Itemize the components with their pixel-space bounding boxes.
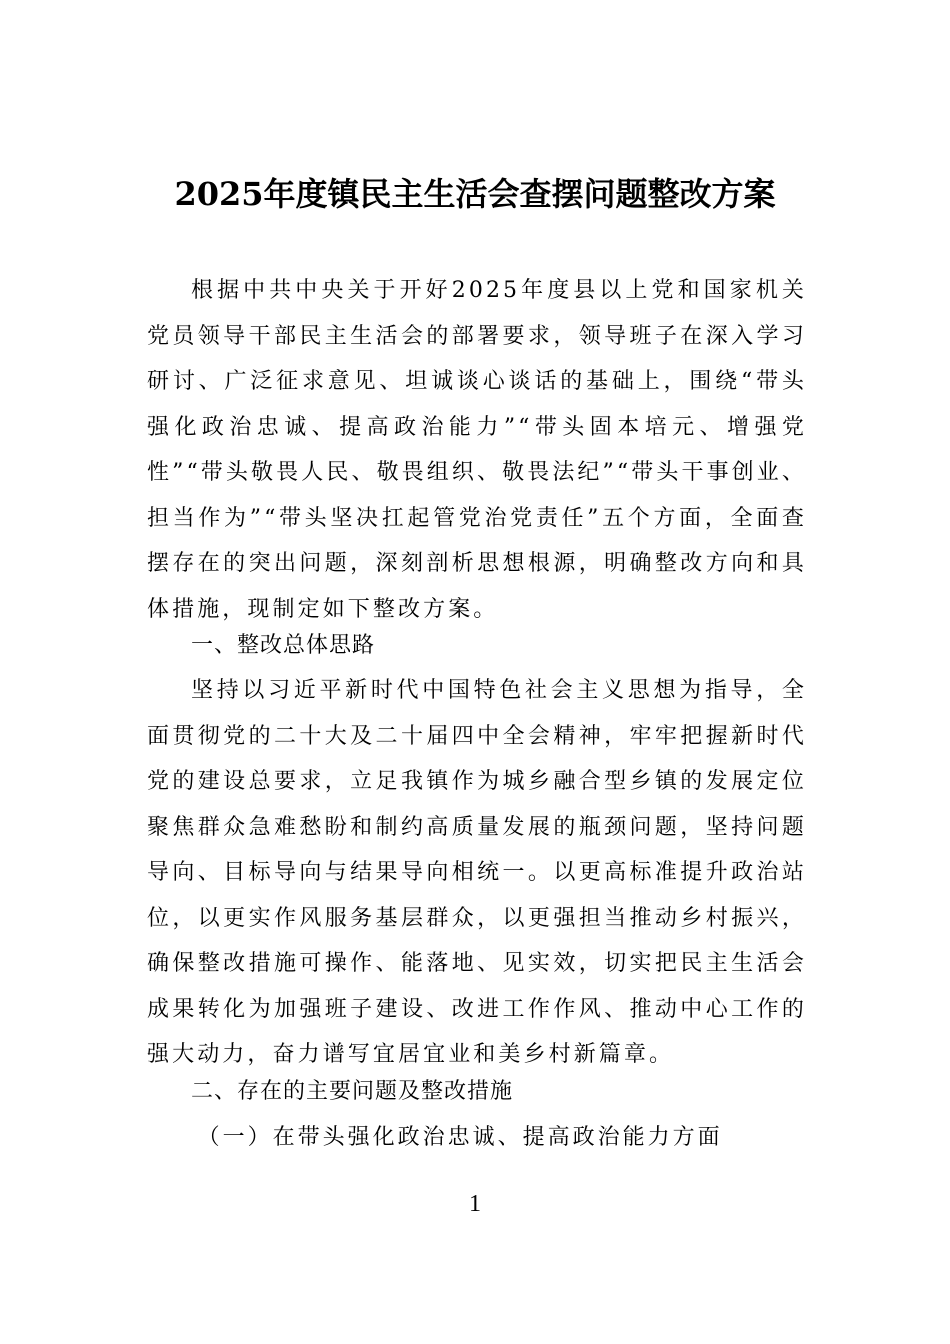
section-heading-main-problems: 二、存在的主要问题及整改措施: [191, 1079, 514, 1104]
overall-approach-paragraph: 坚持以习近平新时代中国特色社会主义思想为指导，全面贯彻党的二十大及二十届四中全会精神，牢牢把握新时代党的建设总要求，立足我镇作为城乡融合型乡镇的发展定位聚焦群众急难愁盼和制约高质量发展的瓶颈问题，坚持问题导向、目标导向与结果导向相统一。以更高标准提升政治站位，以更实作风服务基层群众，以更强担当推动乡村振兴，确保整改措施可操作、能落地、见实效，切实把民主生活会成果转化为加强班子建设、改进工作作风、推动中心工作的强大动力，奋力谱写宜居宜业和美乡村新篇章。: [147, 678, 807, 1067]
document-title: 2025年度镇民主生活会查摆问题整改方案: [174, 175, 776, 213]
intro-paragraph: 根据中共中央关于开好2025年度县以上党和国家机关党员领导干部民主生活会的部署要求，领导班子在深入学习研讨、广泛征求意见、坦诚谈心谈话的基础上，围绕“带头强化政治忠诚、提高政治能力”“带头固本培元、增强党性”“带头敬畏人民、敬畏组织、敬畏法纪”“带头干事创业、担当作为”“带头坚决扛起管党治党责任”五个方面，全面查摆存在的突出问题，深刻剖析思想根源，明确整改方向和具体措施，现制定如下整改方案。: [147, 278, 807, 622]
page-number: 1: [469, 1191, 481, 1217]
subsection-heading-political-loyalty: （一）在带头强化政治忠诚、提高政治能力方面: [197, 1125, 723, 1150]
section-heading-overall-approach: 一、整改总体思路: [191, 633, 376, 658]
